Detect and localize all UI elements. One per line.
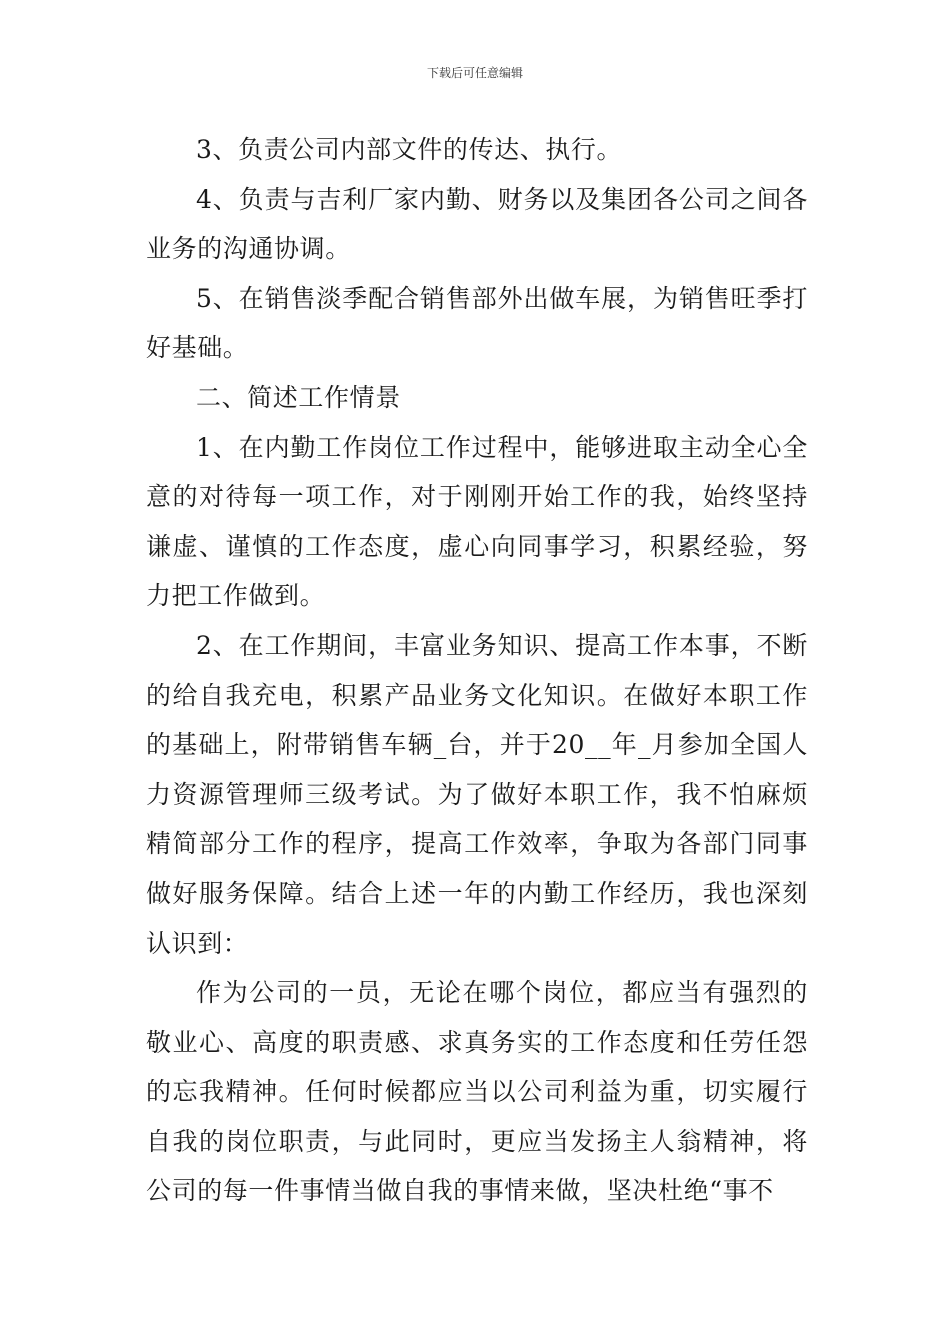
paragraph-duty-4: 4、负责与吉利厂家内勤、财务以及集团各公司之间各业务的沟通协调。 — [146, 184, 808, 264]
paragraph-duty-3: 3、负责公司内部文件的传达、执行。 — [196, 135, 623, 164]
paragraph-work-2: 2、在工作期间，丰富业务知识、提高工作本事，不断的给自我充电，积累产品业务文化知识。在做好本职工作的基础上，附带销售车辆_台，并于20__年_月参加全国人力资源管理师三级考试。为了做好本职工作，我不怕麻烦精简部分工作的程序，提高工作效率，争取为各部门同事做好服务保障。结合上述一年的内勤工作经历，我也深刻认识到： — [146, 630, 808, 958]
document-body — [146, 125, 808, 1216]
paragraph-duty-5: 5、在销售淡季配合销售部外出做车展，为销售旺季打好基础。 — [146, 283, 808, 363]
paragraph-reflection: 作为公司的一员，无论在哪个岗位，都应当有强烈的敬业心、高度的职责感、求真务实的工作态度和任劳任怨的忘我精神。任何时候都应当以公司利益为重，切实履行自我的岗位职责，与此同时，更应当发扬主人翁精神，将公司的每一件事情当做自我的事情来做，坚决杜绝“事不 — [146, 978, 808, 1206]
page-header: 下载后可任意编辑 — [426, 66, 523, 80]
paragraph-work-1: 1、在内勤工作岗位工作过程中，能够进取主动全心全意的对待每一项工作，对于刚刚开始工作的我，始终坚持谦虚、谨慎的工作态度，虚心向同事学习，积累经验，努力把工作做到。 — [146, 432, 808, 611]
section-heading-2: 二、简述工作情景 — [196, 382, 401, 412]
